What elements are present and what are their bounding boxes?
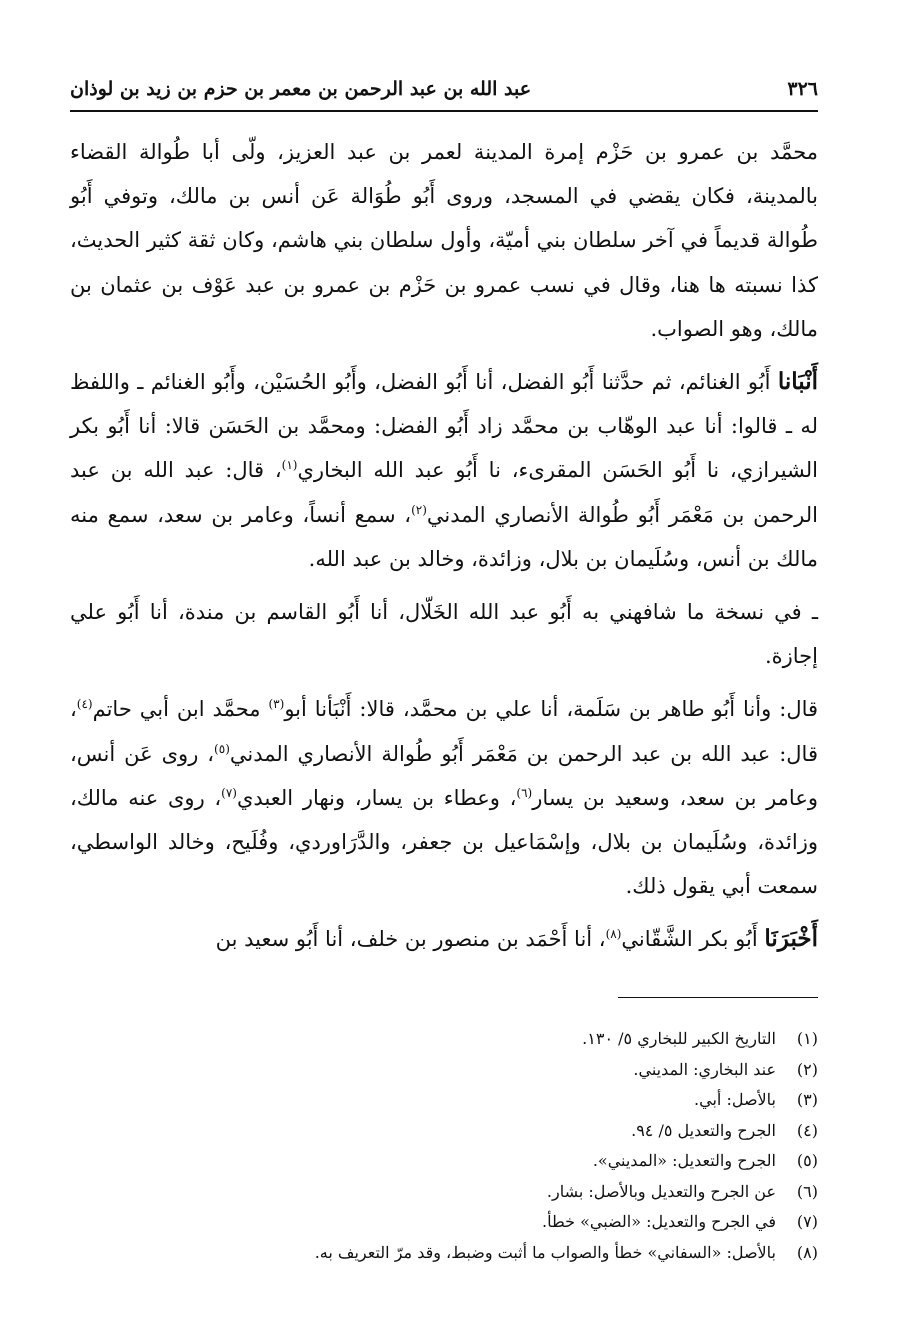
paragraph-text: ، قال: عبد الله بن عبد الرحمن بن مَعْمَر أَبُو طُوالة الأنصاري المدني: [70, 458, 818, 527]
footnote: [70, 1146, 818, 1177]
paragraph-lead: أَخْبَرَنَا: [764, 925, 818, 953]
footnote-ref[interactable]: (٣): [268, 697, 285, 712]
footnote-ref[interactable]: (٤): [76, 697, 93, 712]
running-header: [70, 72, 818, 106]
footnote: [70, 1116, 818, 1147]
paragraph-lead: أَنْبَانا: [777, 368, 818, 396]
footnote-text: الجرح والتعديل: «المديني».: [592, 1151, 776, 1170]
footnote: [70, 1085, 818, 1116]
footnote-number: (٦): [796, 1181, 818, 1201]
paragraph-text: ، روى عنه مالك، وزائدة، وسُلَيمان بن بلال، وإسْمَاعيل بن جعفر، والدَّرَاوردي، وفُلَيح، وخالد الواسطي، سمعت أبي يقول ذلك.: [70, 785, 818, 899]
page-number: ٣٢٦: [787, 78, 818, 100]
footnote-number: (٣): [796, 1090, 818, 1109]
header-rule: [70, 110, 818, 112]
paragraph-text: ، سمع أنساً، وعامر بن سعد، سمع منه مالك بن أنس، وسُلَيمان بن بلال، وزائدة، وخالد بن عبد الله.: [70, 502, 818, 571]
footnote-number: (٧): [796, 1212, 818, 1231]
footnote: [70, 1207, 818, 1238]
footnote-number: (١): [796, 1029, 818, 1048]
paragraph-5: [70, 917, 818, 961]
footnote-ref[interactable]: (٧): [221, 785, 237, 800]
paragraph-text: أَبُو الغنائم، ثم حدَّثنا أَبُو الفضل، أنا أَبُو الفضل، وأَبُو الحُسَيْن، وأَبُو الغنائم ـ واللفظ له ـ قالوا: أنا عبد الوهّاب بن محمَّد زاد أَبُو الفضل: ومحمَّد بن الحَسَن قالا: أنا أَبُو بكر الشيرازي، نا أَبُو الحَسَن المقرىء، نا أَبُو عبد الله البخاري: [70, 370, 818, 483]
footnote-separator: [618, 997, 818, 998]
footnote-number: (٨): [796, 1242, 818, 1262]
paragraph-4: [70, 687, 818, 908]
paragraph-3: [70, 590, 818, 678]
footnote-ref[interactable]: (١): [281, 458, 298, 473]
footnote-number: (٢): [796, 1059, 818, 1079]
footnote-text: التاريخ الكبير للبخاري ٥/ ١٣٠.: [582, 1029, 776, 1048]
footnote-number: (٥): [796, 1151, 818, 1170]
footnote-ref[interactable]: (٢): [411, 502, 427, 517]
footnote-ref[interactable]: (٦): [516, 785, 533, 800]
paragraph-text: ، روى عَن أنس، وعامر بن سعد، وسعيد بن يسار: [70, 741, 818, 810]
paragraph-2: [70, 360, 818, 581]
footnote-ref[interactable]: (٥): [214, 741, 230, 756]
paragraph-text: أَبُو بكر الشَّقّاني: [621, 927, 765, 952]
footnote-text: الجرح والتعديل ٥/ ٩٤.: [631, 1120, 776, 1140]
footnote-number: (٤): [796, 1120, 818, 1140]
footnote-ref[interactable]: (٨): [605, 927, 622, 942]
footnote: [70, 1055, 818, 1086]
footnote-text: عند البخاري: المديني.: [633, 1059, 776, 1079]
paragraph-text: محمَّد بن عمرو بن حَزْم إمرة المدينة لعمر بن عبد العزيز، ولّى أبا طُوالة القضاء بالمدينة، فكان يقضي في المسجد، وروى أَبُو طُوَالة عَن أنس بن مالك، وتوفي أَبُو طُوالة قديماً في آخر سلطان بني أميّة، وأول سلطان بني هاشم، وكان ثقة كثير الحديث، كذا نسبته ها هنا، وقال في نسب عمرو بن حَزْم بن عمرو بن عبد عَوْف بن عثمان بن مالك، وهو الصواب.: [70, 140, 818, 341]
paragraph-text: ـ في نسخة ما شافهني به أَبُو عبد الله الخَلّال، أنا أَبُو القاسم بن مندة، أنا أَبُو علي إجازة.: [70, 600, 818, 669]
footnote: [70, 1238, 818, 1269]
footnote: [70, 1177, 818, 1208]
main-text: [70, 130, 818, 971]
footnotes: [70, 1024, 818, 1268]
footnote: [70, 1024, 818, 1055]
paragraph-text: ، قال: عبد الله بن عبد الرحمن بن مَعْمَر أَبُو طُوالة الأنصاري المدني: [70, 697, 818, 766]
footnote-text: بالأصل: «السفاني» خطأ والصواب ما أثبت وضبط، وقد مرّ التعريف به.: [314, 1242, 776, 1262]
paragraph-text: ، أنا أَحْمَد بن منصور بن خلف، أنا أَبُو سعيد بن: [215, 927, 606, 952]
paragraph-text: قال: وأنا أَبُو طاهر بن سَلَمة، أنا علي بن محمَّد، قالا: أَنْبَأنا أبو: [284, 697, 819, 722]
paragraph-text: محمَّد ابن أبي حاتم: [92, 697, 269, 722]
paragraph-text: ، وعطاء بن يسار، ونهار العبدي: [236, 785, 517, 810]
footnote-text: في الجرح والتعديل: «الضبي» خطأ.: [542, 1212, 776, 1231]
running-title: عبد الله بن عبد الرحمن بن معمر بن حزم بن زيد بن لوذان: [70, 78, 532, 100]
footnote-text: عن الجرح والتعديل وبالأصل: بشار.: [546, 1181, 776, 1201]
footnote-text: بالأصل: أبي.: [694, 1090, 776, 1109]
paragraph-1: [70, 130, 818, 351]
